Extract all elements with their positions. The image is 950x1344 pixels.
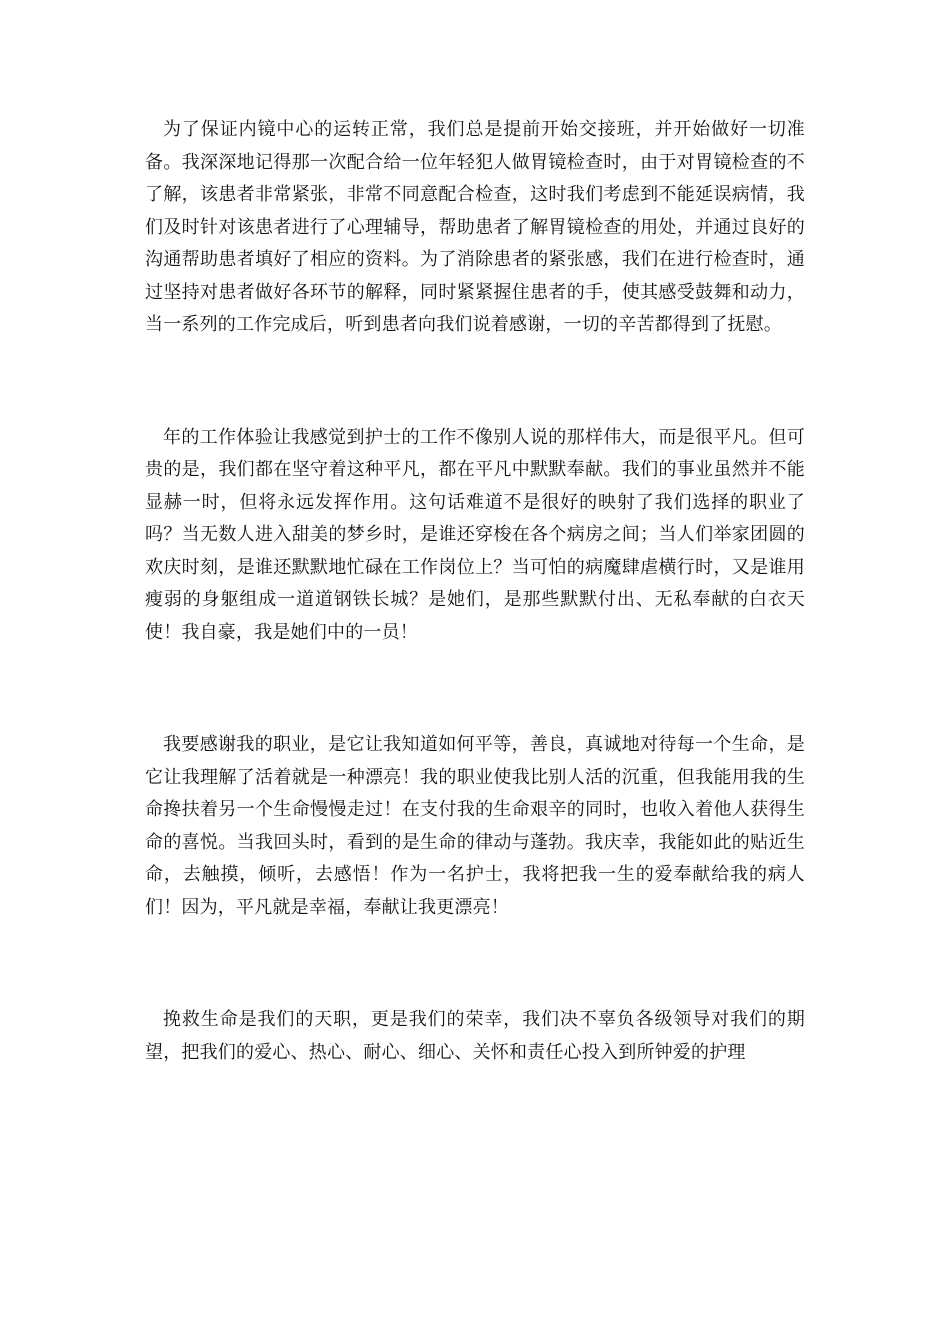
paragraph-spacer (145, 342, 805, 422)
paragraph-spacer (145, 649, 805, 729)
paragraph-work-experience: 年的工作体验让我感觉到护士的工作不像别人说的那样伟大，而是很平凡。但可贵的是，我们都在坚守着这种平凡，都在平凡中默默奉献。我们的事业虽然并不能显赫一时，但将永远发挥作用。这句话难道不是很好的映射了我们选择的职业了吗？当无数人进入甜美的梦乡时，是谁还穿梭在各个病房之间；当人们举家团圆的欢庆时刻，是谁还默默地忙碌在工作岗位上？当可怕的病魔肆虐横行时，又是谁用瘦弱的身躯组成一道道钢铁长城？是她们，是那些默默付出、无私奉献的白衣天使！我自豪，我是她们中的一员！ (145, 426, 805, 643)
paragraph-gratitude: 我要感谢我的职业，是它让我知道如何平等，善良，真诚地对待每一个生命，是它让我理解了活着就是一种漂亮！我的职业使我比别人活的沉重，但我能用我的生命搀扶着另一个生命慢慢走过！在支付我的生命艰辛的同时，也收入着他人获得生命的喜悦。当我回头时，看到的是生命的律动与蓬勃。我庆幸，我能如此的贴近生命，去触摸，倾听，去感悟！作为一名护士，我将把我一生的爱奉献给我的病人们！因为，平凡就是幸福，奉献让我更漂亮！ (145, 734, 805, 918)
document-body (145, 114, 805, 1069)
paragraph-saving-lives: 挽救生命是我们的天职，更是我们的荣幸，我们决不辜负各级领导对我们的期望，把我们的爱心、热心、耐心、细心、关怀和责任心投入到所钟爱的护理 (145, 1009, 805, 1063)
paragraph-endoscopy-center: 为了保证内镜中心的运转正常，我们总是提前开始交接班，并开始做好一切准备。我深深地记得那一次配合给一位年轻犯人做胃镜检查时，由于对胃镜检查的不了解，该患者非常紧张，非常不同意配合检查，这时我们考虑到不能延误病情，我们及时针对该患者进行了心理辅导，帮助患者了解胃镜检查的用处，并通过良好的沟通帮助患者填好了相应的资料。为了消除患者的紧张感，我们在进行检查时，通过坚持对患者做好各环节的解释，同时紧紧握住患者的手，使其感受鼓舞和动力，当一系列的工作完成后，听到患者向我们说着感谢，一切的辛苦都得到了抚慰。 (145, 119, 805, 335)
paragraph-spacer (145, 924, 805, 1004)
